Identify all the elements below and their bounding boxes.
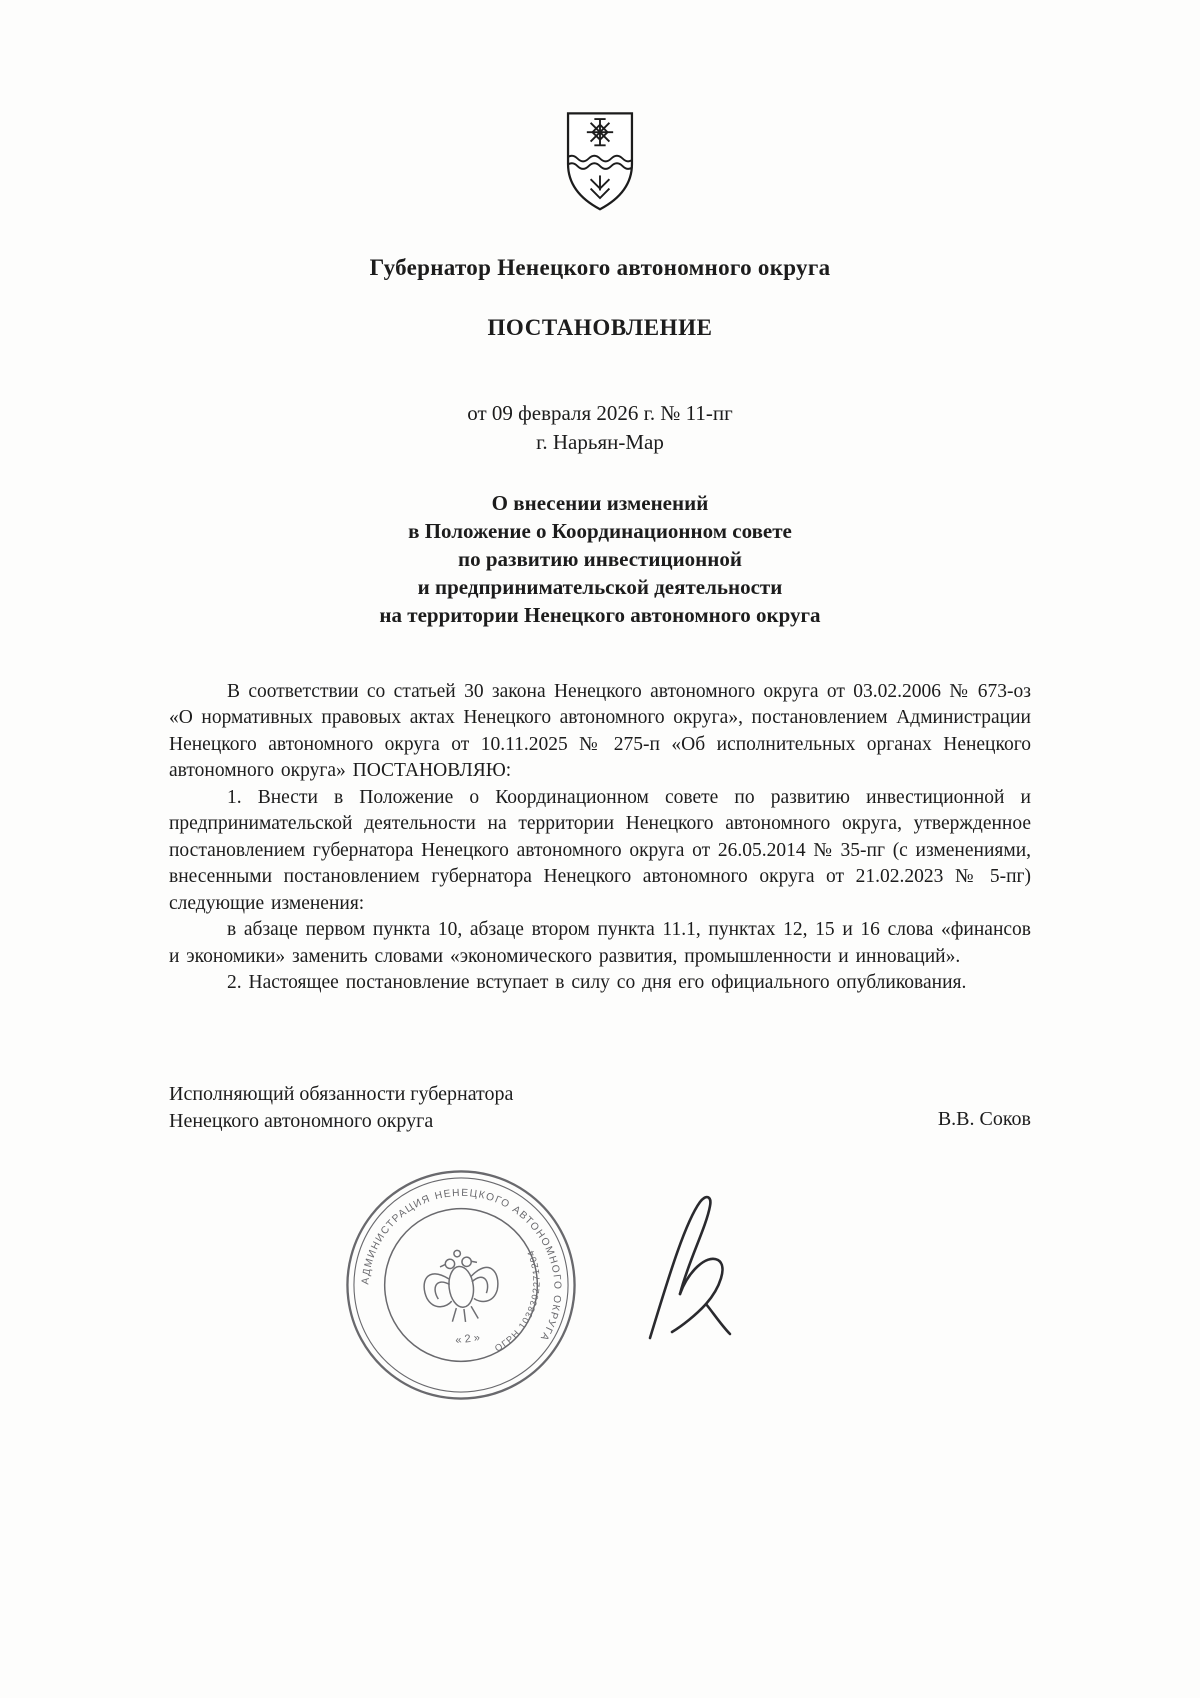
- body-paragraph: В соответствии со статьей 30 закона Ненецкого автономного округа от 03.02.2006 № 673-оз «О нормативных правовых актах Ненецкого автономного округа», постановлением Администрации Ненецкого автономного округа от 10.11.2025 № 275-п «Об исполнительных органах Ненецкого автономного округа» ПОСТАНОВЛЯЮ:: [169, 680, 1031, 782]
- subject-line: О внесении изменений: [491, 490, 709, 515]
- eagle-emblem-icon: [420, 1246, 502, 1327]
- city-line: г. Нарьян-Мар: [536, 429, 664, 454]
- signer-position-line: Исполняющий обязанности губернатора: [169, 1082, 514, 1105]
- stamp-ring-text: АДМИНИСТРАЦИЯ НЕНЕЦКОГО АВТОНОМНОГО ОКРУГА: [360, 1187, 563, 1344]
- subject-heading: [0, 489, 1200, 629]
- handwritten-signature: [622, 1176, 762, 1356]
- org-title: Губернатор Ненецкого автономного округа: [369, 254, 831, 280]
- subject-line: в Положение о Координационном совете: [408, 518, 792, 543]
- subject-line: и предпринимательской деятельности: [417, 574, 783, 599]
- stamp-center-mark: « 2 »: [454, 1331, 481, 1347]
- date-number-line: от 09 февраля 2026 г. № 11-пг: [467, 400, 733, 425]
- body-paragraph: 1. Внести в Положение о Координационном совете по развитию инвестиционной и предпринимательской деятельности на территории Ненецкого автономного округа, утвержденное постановлением губернатора Ненецкого автономного округа от 26.05.2014 № 35-пг (с изменениями, внесенными постановлением губернатора Ненецкого автономного округа от 21.02.2023 № 5-пг) следующие изменения:: [169, 786, 1031, 914]
- body-paragraph: 2. Настоящее постановление вступает в силу со дня его официального опубликования.: [227, 972, 967, 994]
- stamp-ogrn-text: ОГРН 1038302271204: [493, 1247, 542, 1354]
- signer-name: В.В. Соков: [937, 1107, 1031, 1130]
- signature-block: [169, 1081, 1031, 1135]
- signer-position: [169, 1081, 513, 1135]
- body-paragraph: в абзаце первом пункта 10, абзаце втором пункта 11.1, пунктах 12, 15 и 16 слова «финансов и экономики» заменить словами «экономического развития, промышленности и инноваций».: [169, 919, 1031, 967]
- subject-line: по развитию инвестиционной: [458, 546, 742, 571]
- official-stamp: [326, 1150, 596, 1420]
- subject-line: на территории Ненецкого автономного округа: [379, 602, 821, 627]
- document-type-title: ПОСТАНОВЛЕНИЕ: [487, 314, 713, 340]
- document-body: [169, 679, 1031, 997]
- coat-of-arms-icon: [553, 104, 647, 219]
- signer-position-line: Ненецкого автономного округа: [169, 1109, 434, 1132]
